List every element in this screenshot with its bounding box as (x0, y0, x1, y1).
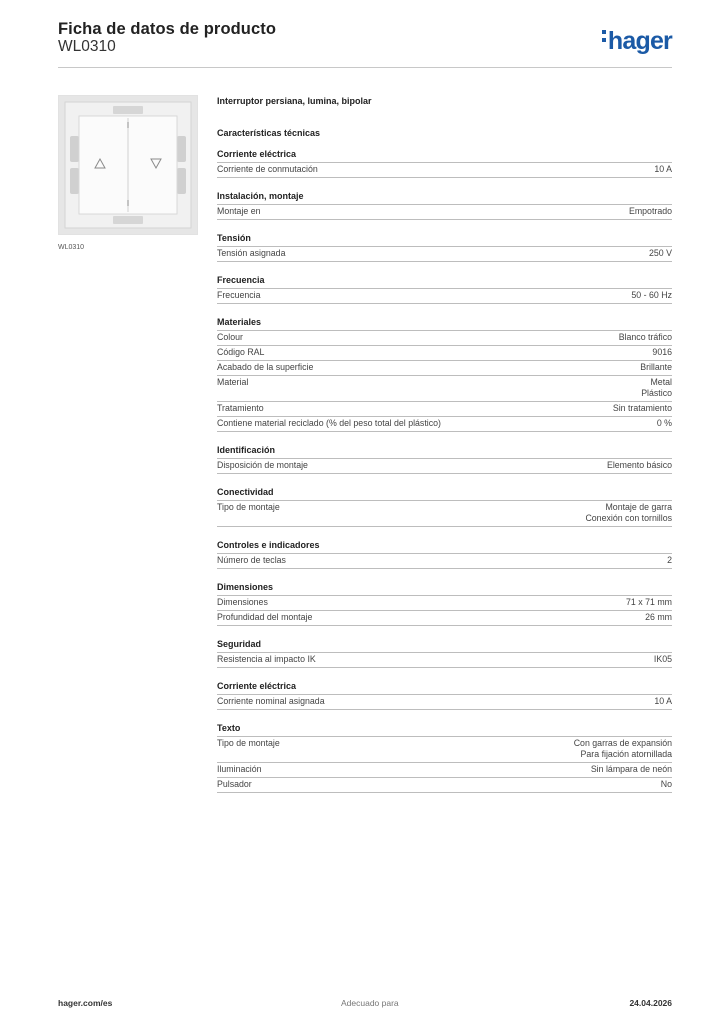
hager-logo (602, 27, 672, 54)
spec-value-line: 71 x 71 mm (626, 597, 672, 607)
spec-row (217, 595, 672, 610)
spec-section (217, 190, 672, 220)
spec-value-line: Para fijación atornillada (580, 749, 672, 759)
spec-value-line: Sin lámpara de neón (590, 764, 672, 774)
image-caption: WL0310 (58, 244, 85, 251)
spec-label: Dimensiones (217, 597, 268, 607)
spec-label: Tipo de montaje (217, 502, 280, 512)
spec-value (591, 764, 672, 775)
section-title: Controles e indicadores (217, 540, 320, 550)
spec-label: Profundidad del montaje (217, 612, 313, 622)
spec-label: Material (217, 377, 249, 387)
spec-section (217, 722, 672, 793)
spec-label: Iluminación (217, 764, 262, 774)
spec-value (654, 164, 672, 175)
spec-row (217, 553, 672, 569)
spec-label: Frecuencia (217, 290, 261, 300)
spec-sections (217, 148, 672, 793)
spec-value-line: Con garras de expansión (573, 738, 672, 748)
spec-section (217, 274, 672, 304)
spec-row (217, 777, 672, 793)
spec-label: Acabado de la superficie (217, 362, 314, 372)
spec-value-line: Blanco tráfico (618, 332, 672, 342)
section-title: Identificación (217, 445, 276, 455)
footer-middle: Adecuado para (341, 998, 399, 1008)
section-title: Instalación, montaje (217, 191, 304, 201)
switch-illustration (59, 96, 197, 234)
spec-value-line: IK05 (653, 654, 672, 664)
spec-value-line: No (660, 779, 672, 789)
spec-label: Código RAL (217, 347, 265, 357)
page-title: Ficha de datos de producto (58, 20, 277, 38)
spec-content (217, 95, 672, 805)
section-title: Conectividad (217, 487, 274, 497)
spec-value (657, 418, 672, 429)
spec-label: Número de teclas (217, 555, 286, 565)
spec-row (217, 288, 672, 304)
spec-value-line: Conexión con tornillos (585, 513, 672, 523)
spec-value-line: 9016 (652, 347, 672, 357)
spec-value-line: 2 (667, 555, 672, 565)
spec-label: Corriente nominal asignada (217, 696, 325, 706)
spec-row (217, 162, 672, 178)
spec-section (217, 581, 672, 626)
spec-section (217, 638, 672, 668)
spec-label: Tratamiento (217, 403, 264, 413)
spec-value (574, 738, 672, 760)
spec-value (631, 290, 672, 301)
spec-value (619, 332, 672, 343)
spec-value (613, 403, 672, 414)
header-divider (58, 67, 672, 68)
footer-site: hager.com/es (58, 998, 113, 1008)
spec-value-line: 26 mm (645, 612, 672, 622)
spec-label: Pulsador (217, 779, 252, 789)
tech-characteristics-title: Características técnicas (217, 128, 321, 138)
spec-value (641, 377, 672, 399)
spec-row (217, 458, 672, 474)
section-title: Seguridad (217, 639, 262, 649)
spec-value-line: 0 % (656, 418, 672, 428)
spec-value (585, 502, 672, 524)
spec-section (217, 232, 672, 262)
spec-row (217, 652, 672, 668)
spec-label: Resistencia al impacto IK (217, 654, 316, 664)
spec-value-line: Brillante (640, 362, 672, 372)
section-title: Corriente eléctrica (217, 149, 297, 159)
spec-label: Tensión asignada (217, 248, 286, 258)
footer-date: 24.04.2026 (629, 998, 672, 1008)
spec-row (217, 694, 672, 710)
spec-section (217, 486, 672, 527)
logo-text: hager (607, 27, 672, 55)
spec-row (217, 416, 672, 432)
spec-value-line: Plástico (641, 388, 672, 398)
spec-value-line: 10 A (654, 696, 672, 706)
section-title: Corriente eléctrica (217, 681, 297, 691)
spec-value-line: Metal (650, 377, 672, 387)
spec-value (667, 555, 672, 566)
spec-row (217, 610, 672, 626)
spec-row (217, 204, 672, 220)
spec-label: Tipo de montaje (217, 738, 280, 748)
spec-row (217, 762, 672, 777)
spec-label: Colour (217, 332, 243, 342)
spec-value-line: 50 - 60 Hz (631, 290, 672, 300)
spec-value-line: 250 V (649, 248, 672, 258)
product-reference: WL0310 (58, 38, 116, 55)
spec-value (626, 597, 672, 608)
spec-label: Disposición de montaje (217, 460, 308, 470)
spec-value (652, 347, 672, 358)
spec-label: Contiene material reciclado (% del peso total del plástico) (217, 418, 441, 428)
spec-value (645, 612, 672, 623)
logo-dots-icon (602, 27, 607, 46)
spec-section (217, 316, 672, 432)
spec-value-line: Sin tratamiento (612, 403, 672, 413)
spec-value (629, 206, 672, 217)
spec-row (217, 401, 672, 416)
spec-section (217, 444, 672, 474)
spec-value (654, 696, 672, 707)
spec-value-line: 10 A (654, 164, 672, 174)
spec-value (607, 460, 672, 471)
spec-row (217, 375, 672, 401)
spec-value-line: Empotrado (628, 206, 672, 216)
spec-section (217, 680, 672, 710)
spec-section (217, 148, 672, 178)
section-title: Texto (217, 723, 241, 733)
spec-value (661, 779, 672, 790)
section-title: Dimensiones (217, 582, 274, 592)
product-name: Interruptor persiana, lumina, bipolar (217, 96, 372, 106)
spec-value (649, 248, 672, 259)
spec-row (217, 345, 672, 360)
spec-row (217, 736, 672, 762)
section-title: Materiales (217, 317, 262, 327)
product-image (58, 95, 198, 235)
spec-section (217, 539, 672, 569)
section-title: Frecuencia (217, 275, 265, 285)
spec-value (654, 654, 672, 665)
spec-row (217, 360, 672, 375)
spec-label: Montaje en (217, 206, 261, 216)
spec-label: Corriente de conmutación (217, 164, 318, 174)
spec-value (640, 362, 672, 373)
section-title: Tensión (217, 233, 251, 243)
spec-value-line: Montaje de garra (605, 502, 672, 512)
spec-value-line: Elemento básico (606, 460, 672, 470)
spec-row (217, 246, 672, 262)
spec-row (217, 330, 672, 345)
spec-row (217, 500, 672, 527)
